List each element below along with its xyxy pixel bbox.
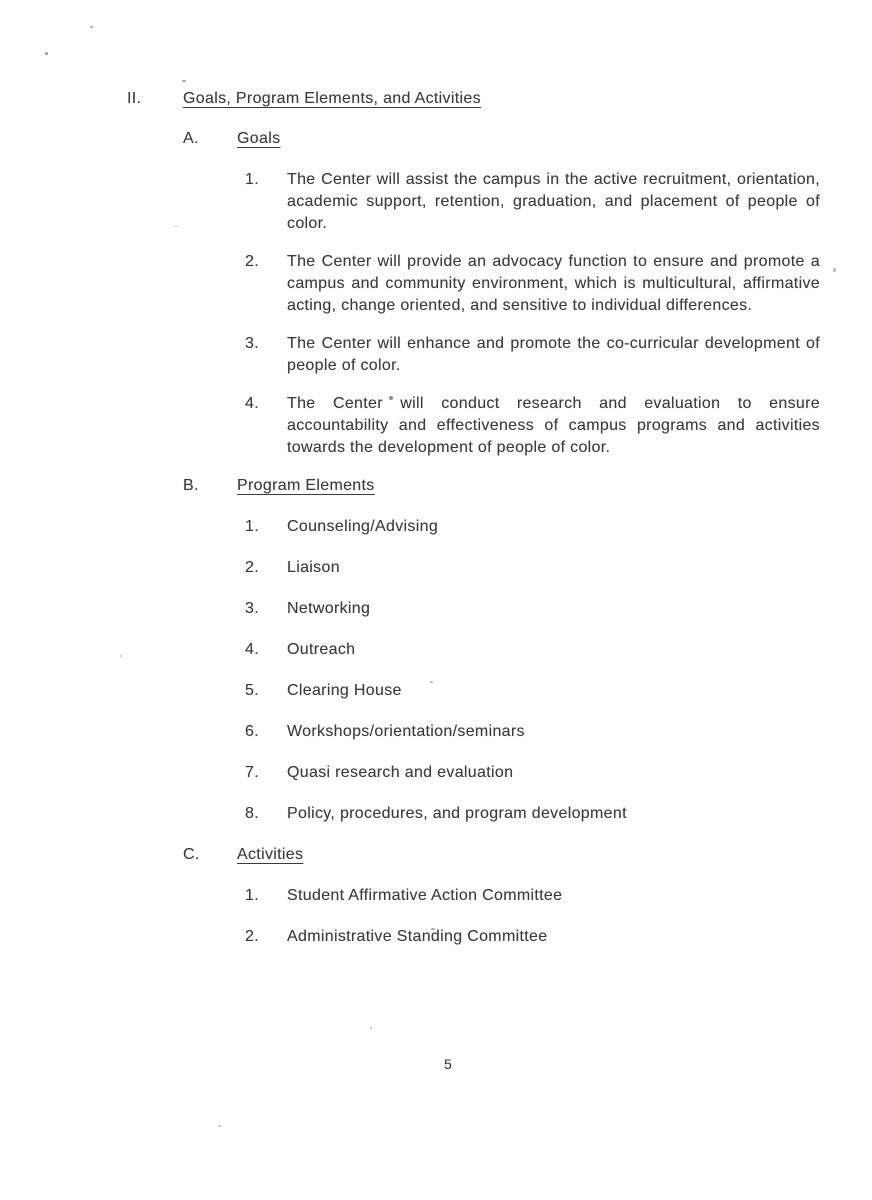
list-item-number: 2. xyxy=(245,559,259,576)
list-item-number: 6. xyxy=(245,723,259,740)
list-item xyxy=(245,393,872,459)
list-item-text: The Center will enhance and promote the co-curricular development of people of color. xyxy=(287,335,820,374)
list-item-number: 3. xyxy=(245,600,259,617)
list-item-number: 1. xyxy=(245,171,259,188)
subsection-label: A. xyxy=(183,130,199,147)
section-number: II. xyxy=(127,90,142,107)
subsection-a-heading-row xyxy=(183,128,872,150)
scan-artifact xyxy=(182,80,186,82)
list-item-text: Clearing House xyxy=(287,682,402,699)
list-item-number: 4. xyxy=(245,641,259,658)
list-item-text: Outreach xyxy=(287,641,356,658)
list-item-number: 1. xyxy=(245,887,259,904)
subsection-heading: Goals xyxy=(237,130,281,147)
scan-artifact xyxy=(90,26,93,28)
subsection-label: B. xyxy=(183,477,199,494)
scan-artifact xyxy=(45,52,48,55)
list-item-text: Administrative Standing Committee xyxy=(287,928,548,945)
list-item-text: Policy, procedures, and program development xyxy=(287,805,627,822)
list-item xyxy=(245,598,872,620)
scan-artifact xyxy=(370,1027,372,1029)
list-item xyxy=(245,926,872,948)
list-item xyxy=(245,803,872,825)
section-title: Goals, Program Elements, and Activities xyxy=(183,90,481,107)
list-item xyxy=(245,333,872,377)
list-item-text: Counseling/Advising xyxy=(287,518,439,535)
list-item-text: Workshops/orientation/seminars xyxy=(287,723,525,740)
list-item-text: The Center will conduct research and evaluation to ensure accountability and effectiveness of campus programs and activities towards the development of people of color. xyxy=(287,395,820,456)
list-item-text: Quasi research and evaluation xyxy=(287,764,514,781)
list-item xyxy=(245,721,872,743)
list-item-number: 8. xyxy=(245,805,259,822)
subsection-heading: Program Elements xyxy=(237,477,375,494)
document-content xyxy=(0,88,872,967)
list-item-number: 7. xyxy=(245,764,259,781)
list-item-text: Networking xyxy=(287,600,371,617)
list-item xyxy=(245,557,872,579)
list-item-number: 2. xyxy=(245,253,259,270)
list-item-text: The Center will provide an advocacy function to ensure and promote a campus and community environment, which is multicultural, affirmative acting, change oriented, and sensitive to individual differences. xyxy=(287,253,820,314)
section-heading-row xyxy=(127,88,872,110)
list-item xyxy=(245,639,872,661)
list-item-number: 2. xyxy=(245,928,259,945)
list-item xyxy=(245,251,872,317)
list-item-text: Student Affirmative Action Committee xyxy=(287,887,563,904)
subsection-label: C. xyxy=(183,846,200,863)
list-item-number: 5. xyxy=(245,682,259,699)
list-item-number: 4. xyxy=(245,395,259,412)
list-item xyxy=(245,680,872,702)
list-item xyxy=(245,516,872,538)
subsection-b-heading-row xyxy=(183,475,872,497)
page-number: 5 xyxy=(444,1056,452,1072)
list-item xyxy=(245,762,872,784)
list-item-text: The Center will assist the campus in the active recruitment, orientation, academic support, retention, graduation, and placement of people of color. xyxy=(287,171,820,232)
list-item xyxy=(245,885,872,907)
list-item xyxy=(245,169,872,235)
scan-artifact xyxy=(218,1125,221,1127)
subsection-c-heading-row xyxy=(183,844,872,866)
subsection-heading: Activities xyxy=(237,846,304,863)
list-item-number: 1. xyxy=(245,518,259,535)
list-item-text: Liaison xyxy=(287,559,340,576)
list-item-number: 3. xyxy=(245,335,259,352)
